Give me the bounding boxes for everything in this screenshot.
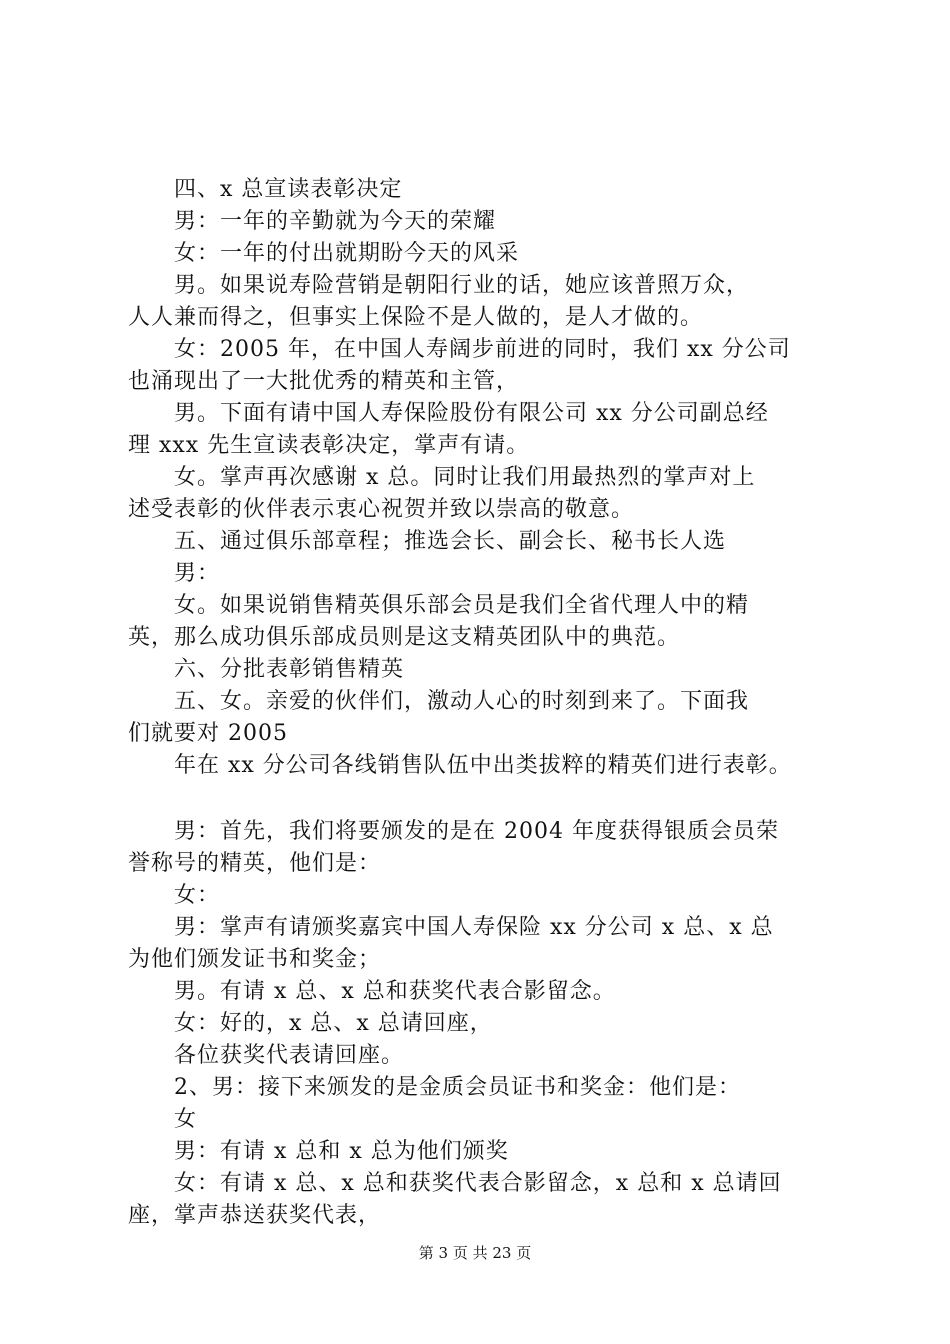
text-line: 女 <box>174 1107 198 1132</box>
text-line: 也涌现出了一大批优秀的精英和主管， <box>128 369 520 394</box>
text-line: 年在 xx 分公司各线销售队伍中出类拔粹的精英们进行表彰。 <box>174 753 792 778</box>
document-body <box>128 174 838 1232</box>
text-line: 座，掌声恭送获奖代表， <box>128 1203 382 1228</box>
text-line: 英，那么成功俱乐部成员则是这支精英团队中的典范。 <box>128 625 681 650</box>
text-line: 女：一年的付出就期盼今天的风采 <box>174 241 520 266</box>
text-line: 理 xxx 先生宣读表彰决定，掌声有请。 <box>128 433 530 458</box>
text-line: 男：有请 x 总和 x 总为他们颁奖 <box>174 1139 509 1164</box>
text-line: 人人兼而得之，但事实上保险不是人做的，是人才做的。 <box>128 305 704 330</box>
text-line: 各位获奖代表请回座。 <box>174 1043 405 1068</box>
text-line: 六、分批表彰销售精英 <box>174 657 405 682</box>
text-line: 女。如果说销售精英俱乐部会员是我们全省代理人中的精 <box>174 593 750 618</box>
text-line: 男：掌声有请颁奖嘉宾中国人寿保险 xx 分公司 x 总、x 总 <box>174 915 774 940</box>
text-line: 男。下面有请中国人寿保险股份有限公司 xx 分公司副总经 <box>174 401 769 426</box>
text-line: 女：有请 x 总、x 总和获奖代表合影留念，x 总和 x 总请回 <box>174 1171 782 1196</box>
text-line: 女。掌声再次感谢 x 总。同时让我们用最热烈的掌声对上 <box>174 465 756 490</box>
text-line: 男： <box>174 561 221 586</box>
text-line: 男：首先，我们将要颁发的是在 2004 年度获得银质会员荣 <box>174 819 779 844</box>
text-line: 男。有请 x 总、x 总和获奖代表合影留念。 <box>174 979 616 1004</box>
text-line: 五、通过俱乐部章程；推选会长、副会长、秘书长人选 <box>174 529 727 554</box>
text-line: 五、女。亲爱的伙伴们，激动人心的时刻到来了。下面我 <box>174 689 750 714</box>
page-number-footer: 第 3 页 共 23 页 <box>418 1244 532 1262</box>
text-line: 女：2005 年，在中国人寿阔步前进的同时，我们 xx 分公司 <box>174 337 791 362</box>
text-line: 女：好的，x 总、x 总请回座， <box>174 1011 493 1036</box>
text-line: 誉称号的精英，他们是： <box>128 851 382 876</box>
text-line: 男。如果说寿险营销是朝阳行业的话，她应该普照万众， <box>174 273 750 298</box>
text-line: 男：一年的辛勤就为今天的荣耀 <box>174 209 497 234</box>
paragraph-gap <box>128 782 838 816</box>
text-line: 2、男：接下来颁发的是金质会员证书和奖金：他们是： <box>174 1075 741 1100</box>
text-line: 为他们颁发证书和奖金； <box>128 947 382 972</box>
text-line: 述受表彰的伙伴表示衷心祝贺并致以崇高的敬意。 <box>128 497 635 522</box>
text-line: 女： <box>174 883 221 908</box>
text-line: 们就要对 2005 <box>128 721 288 746</box>
text-line: 四、x 总宣读表彰决定 <box>174 177 403 202</box>
